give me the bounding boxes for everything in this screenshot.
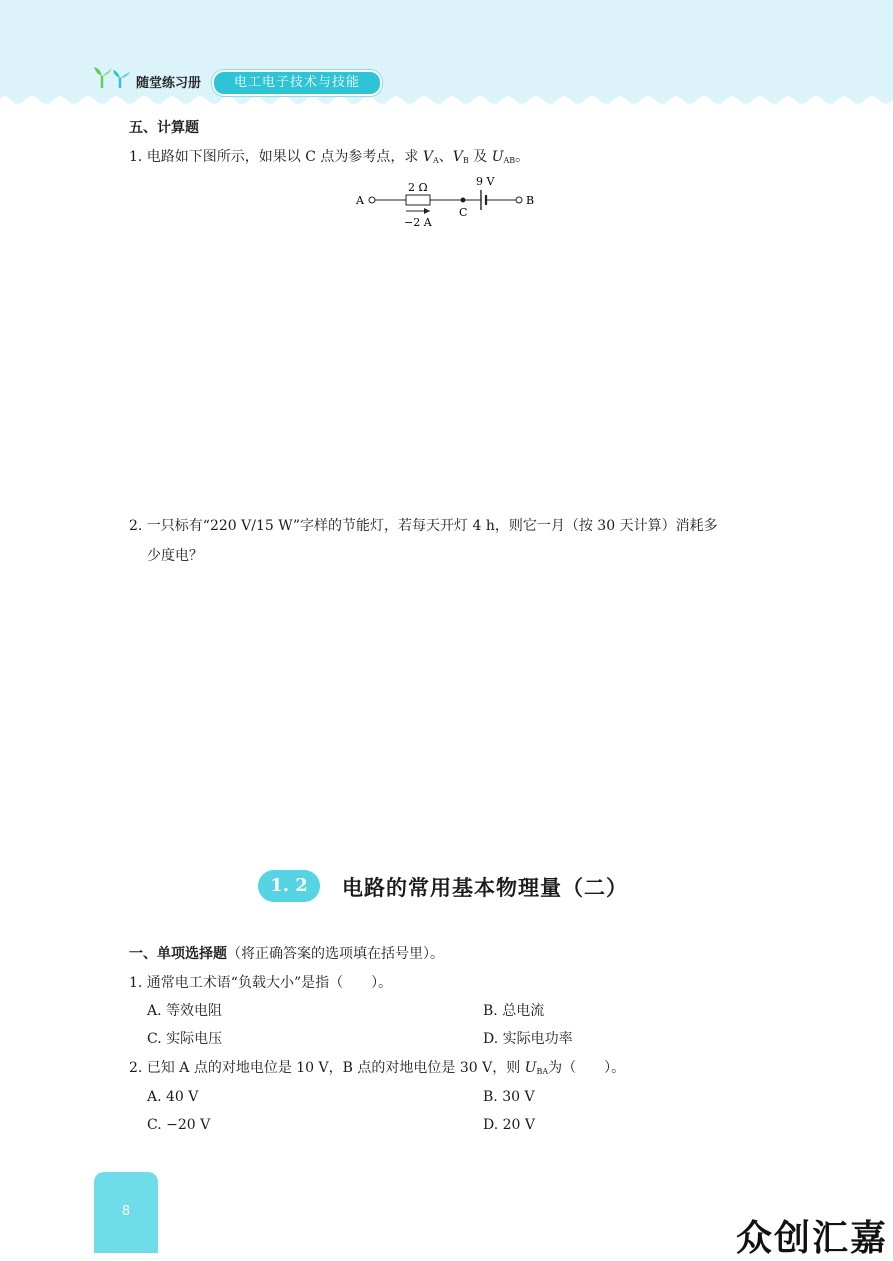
- battery-label: 9 V: [476, 175, 495, 188]
- va-subscript: A: [433, 156, 439, 165]
- part-heading-instruction: （将正确答案的选项填在括号里）。: [227, 946, 444, 962]
- option-d: D. 实际电功率: [483, 1031, 573, 1047]
- question-1-end: 。: [515, 149, 530, 165]
- choice-question-1: 1. 通常电工术语“负载大小”是指（ ）。: [129, 975, 393, 991]
- header-band: [0, 0, 893, 110]
- uab-subscript: AB: [503, 156, 516, 165]
- question-2-suffix: 为（ ）。: [548, 1060, 626, 1076]
- option-b: B. 总电流: [483, 1003, 545, 1019]
- question-2-stem: 2. 已知 A 点的对地电位是 10 V，B 点的对地电位是 30 V，则: [129, 1060, 525, 1076]
- circuit-diagram: [352, 174, 552, 234]
- node-b-label: B: [526, 194, 535, 207]
- sprout-icon: [92, 64, 132, 90]
- uba-subscript: BA: [536, 1067, 549, 1076]
- question-2-line-1: 2. 一只标有“220 V/15 W”字样的节能灯，若每天开灯 4 h，则它一月（按 30 天计算）消耗多: [129, 518, 718, 534]
- node-c-dot: [461, 198, 466, 203]
- separator: 、: [438, 149, 453, 165]
- current-label: −2 A: [404, 216, 432, 229]
- vb-subscript: B: [462, 156, 469, 165]
- option-d: D. 20 V: [483, 1117, 536, 1133]
- va-symbol: V: [422, 149, 433, 165]
- question-1-text: 1. 电路如下图所示，如果以 C 点为参考点，求: [129, 149, 423, 165]
- option-b: B. 30 V: [483, 1089, 535, 1105]
- page-number-tab: [94, 1172, 158, 1253]
- option-a: A. 等效电阻: [147, 1003, 223, 1019]
- part-heading: [129, 944, 444, 964]
- section-number-badge: 1. 2: [258, 870, 320, 902]
- book-brand: 随堂练习册: [136, 76, 202, 91]
- uab-symbol: U: [491, 149, 504, 165]
- section-heading: 五、计算题: [129, 120, 199, 136]
- option-c: C. −20 V: [147, 1117, 211, 1133]
- vb-symbol: V: [452, 149, 463, 165]
- node-c-label: C: [459, 206, 468, 219]
- node-a-label: A: [356, 194, 364, 207]
- arrow-head-icon: [424, 208, 430, 214]
- option-c: C. 实际电压: [147, 1031, 223, 1047]
- page-number: 8: [121, 1204, 131, 1219]
- resistor: [406, 195, 430, 205]
- resistor-label: 2 Ω: [408, 181, 428, 194]
- option-a: A. 40 V: [147, 1089, 199, 1105]
- question-1: [129, 147, 529, 171]
- terminal-a: [369, 197, 375, 203]
- separator: 及: [468, 149, 492, 165]
- choice-question-2: [129, 1058, 625, 1082]
- question-2-line-2: 少度电？: [147, 548, 203, 564]
- section-title: 电路的常用基本物理量（二）: [342, 876, 628, 900]
- part-heading-title: 一、单项选择题: [129, 946, 227, 962]
- terminal-b: [516, 197, 522, 203]
- uba-symbol: U: [524, 1060, 537, 1076]
- subject-title: 电工电子技术与技能: [212, 70, 382, 96]
- watermark: 众创汇嘉: [736, 1218, 889, 1259]
